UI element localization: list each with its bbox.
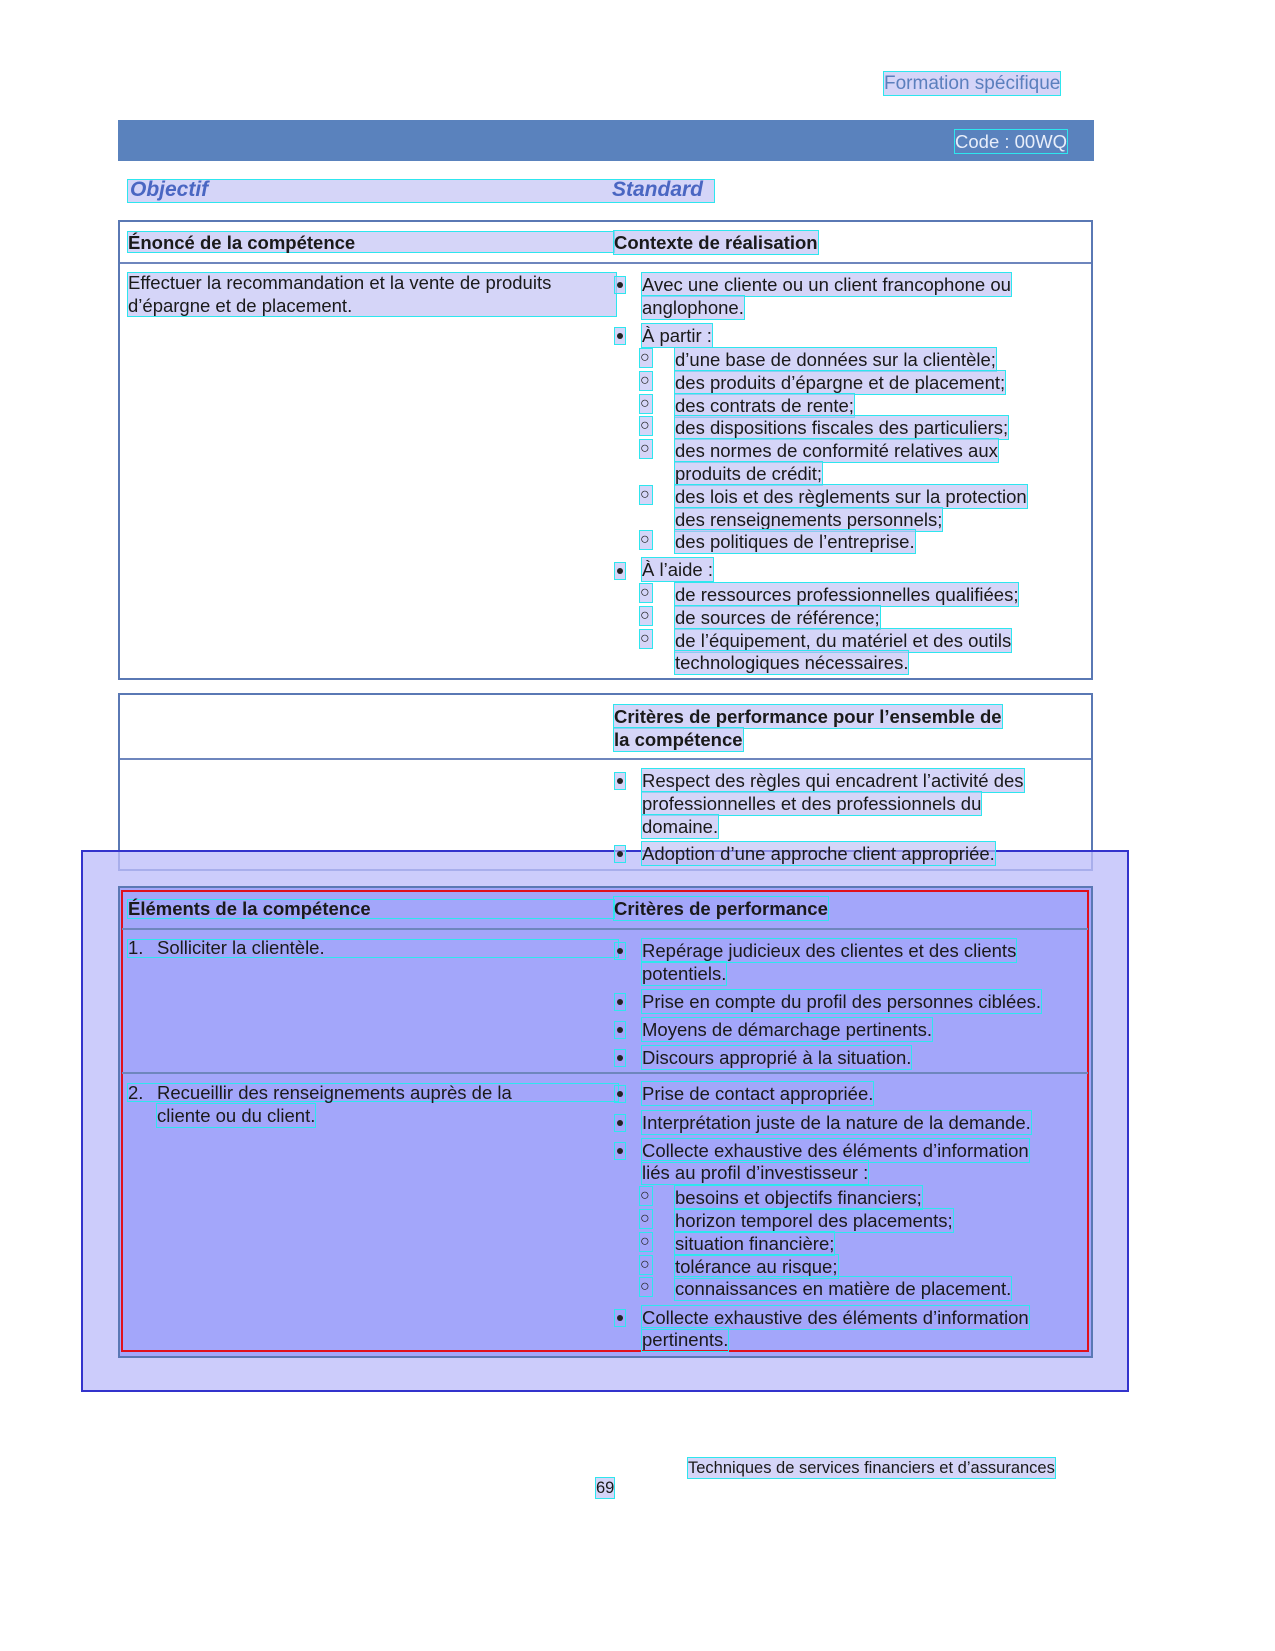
- bullet-icon: [615, 328, 625, 344]
- circle-bullet-icon: ○: [640, 1278, 652, 1296]
- table-divider: [122, 928, 1088, 930]
- circle-bullet-icon: ○: [640, 417, 652, 435]
- contexte-subitem: des politiques de l’entreprise.: [675, 531, 915, 552]
- circle-bullet-icon: ○: [640, 440, 652, 458]
- critere-item: Interprétation juste de la nature de la demande.: [642, 1112, 1031, 1133]
- bullet-icon: [615, 1115, 625, 1131]
- formation-header: Formation spécifique: [884, 73, 1061, 94]
- critere-item: Collecte exhaustive des éléments d’information: [642, 1140, 1029, 1161]
- element-text: Solliciter la clientèle.: [157, 937, 325, 958]
- contexte-subitem: de sources de référence;: [675, 607, 880, 628]
- circle-bullet-icon: ○: [640, 630, 652, 648]
- critere-item: professionnelles et des professionnels du: [642, 793, 982, 814]
- footer-program: Techniques de services financiers et d’assurances: [688, 1459, 1055, 1477]
- critere-item: pertinents.: [642, 1329, 729, 1350]
- enonce-line2: d’épargne et de placement.: [128, 295, 353, 316]
- critere-item: Adoption d’une approche client appropriée.: [642, 843, 995, 864]
- critere-item: Prise en compte du profil des personnes ciblées.: [642, 991, 1041, 1012]
- criteres-header: Critères de performance: [614, 898, 828, 919]
- element-text: Recueillir des renseignements auprès de la: [157, 1082, 512, 1103]
- circle-bullet-icon: ○: [640, 584, 652, 602]
- table-divider: [122, 1072, 1088, 1074]
- critere-item: Repérage judicieux des clientes et des clients: [642, 940, 1017, 961]
- bullet-icon: [615, 277, 625, 293]
- contexte-item: À partir :: [642, 325, 712, 346]
- bullet-icon: [615, 1050, 625, 1066]
- contexte-subitem: des lois et des règlements sur la protection: [675, 486, 1027, 507]
- critere-subitem: horizon temporel des placements;: [675, 1210, 953, 1231]
- bullet-icon: [615, 1086, 625, 1102]
- contexte-subitem: de ressources professionnelles qualifiées;: [675, 584, 1019, 605]
- enonce-line1: Effectuer la recommandation et la vente de produits: [128, 272, 552, 293]
- critere-item: Discours approprié à la situation.: [642, 1047, 912, 1068]
- bullet-icon: [615, 1143, 625, 1159]
- table-divider: [120, 758, 1091, 760]
- critere-subitem: besoins et objectifs financiers;: [675, 1187, 922, 1208]
- enonce-header: Énoncé de la compétence: [128, 232, 356, 253]
- contexte-subitem: technologiques nécessaires.: [675, 652, 909, 673]
- circle-bullet-icon: ○: [640, 349, 652, 367]
- contexte-subitem: d’une base de données sur la clientèle;: [675, 349, 996, 370]
- page-number: 69: [596, 1479, 615, 1497]
- element-text: cliente ou du client.: [157, 1105, 316, 1126]
- circle-bullet-icon: ○: [640, 395, 652, 413]
- objectif-title: Objectif: [130, 178, 209, 201]
- element-number: 1.: [128, 937, 144, 958]
- element-number: 2.: [128, 1082, 144, 1103]
- contexte-subitem: produits de crédit;: [675, 463, 823, 484]
- critere-item: Respect des règles qui encadrent l’activité des: [642, 770, 1024, 791]
- criteres-ensemble-header: Critères de performance pour l’ensemble de: [614, 706, 1002, 727]
- critere-item: Collecte exhaustive des éléments d’information: [642, 1307, 1029, 1328]
- circle-bullet-icon: ○: [640, 1210, 652, 1228]
- critere-item: domaine.: [642, 816, 719, 837]
- critere-subitem: situation financière;: [675, 1233, 835, 1254]
- contexte-item: anglophone.: [642, 297, 744, 318]
- bullet-icon: [615, 563, 625, 579]
- circle-bullet-icon: ○: [640, 1256, 652, 1274]
- contexte-header: Contexte de réalisation: [614, 232, 818, 253]
- circle-bullet-icon: ○: [640, 1187, 652, 1205]
- circle-bullet-icon: ○: [640, 372, 652, 390]
- circle-bullet-icon: ○: [640, 1233, 652, 1251]
- critere-item: Moyens de démarchage pertinents.: [642, 1019, 933, 1040]
- bullet-icon: [615, 846, 625, 862]
- contexte-item: À l’aide :: [642, 559, 713, 580]
- contexte-subitem: des produits d’épargne et de placement;: [675, 372, 1006, 393]
- critere-item: liés au profil d’investisseur :: [642, 1162, 869, 1183]
- contexte-item: Avec une cliente ou un client francophone ou: [642, 274, 1011, 295]
- elements-header: Éléments de la compétence: [128, 898, 371, 919]
- contexte-subitem: de l’équipement, du matériel et des outils: [675, 630, 1012, 651]
- bullet-icon: [615, 943, 625, 959]
- contexte-subitem: des renseignements personnels;: [675, 509, 943, 530]
- circle-bullet-icon: ○: [640, 486, 652, 504]
- criteres-ensemble-header: la compétence: [614, 729, 743, 750]
- critere-item: potentiels.: [642, 963, 727, 984]
- circle-bullet-icon: ○: [640, 531, 652, 549]
- contexte-subitem: des dispositions fiscales des particuliers;: [675, 417, 1009, 438]
- table-divider: [120, 262, 1091, 264]
- bullet-icon: [615, 1022, 625, 1038]
- bullet-icon: [615, 994, 625, 1010]
- contexte-subitem: des contrats de rente;: [675, 395, 854, 416]
- contexte-subitem: des normes de conformité relatives aux: [675, 440, 998, 461]
- code-banner: [118, 120, 1094, 161]
- bullet-icon: [615, 773, 625, 789]
- bullet-icon: [615, 1310, 625, 1326]
- code-label: Code : 00WQ: [955, 131, 1068, 152]
- critere-subitem: connaissances en matière de placement.: [675, 1278, 1012, 1299]
- critere-item: Prise de contact appropriée.: [642, 1083, 874, 1104]
- critere-subitem: tolérance au risque;: [675, 1256, 838, 1277]
- standard-title: Standard: [612, 178, 704, 201]
- circle-bullet-icon: ○: [640, 607, 652, 625]
